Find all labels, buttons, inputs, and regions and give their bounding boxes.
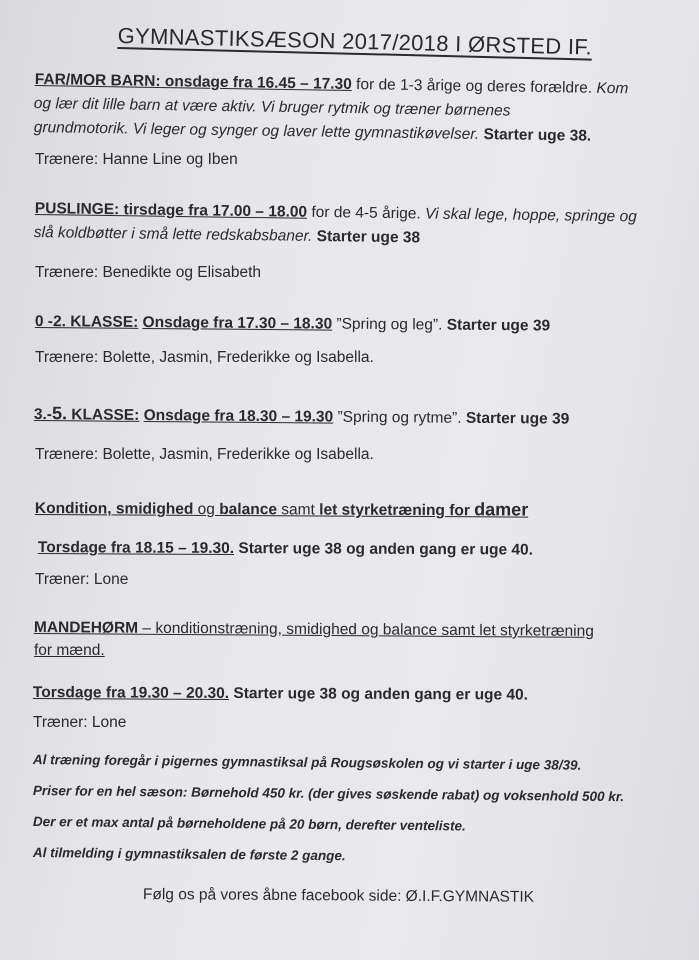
far-mor-text-italic: Kom [596,79,629,98]
far-mor-trainers: Trænere: Hanne Line og Iben [35,151,238,168]
puslinge-trainers: Trænere: Benedikte og Elisabeth [35,264,262,281]
klasse-3-5-trainers: Trænere: Bolette, Jasmin, Frederikke og Isabella. [35,446,374,463]
klasse-0-2-line [35,312,550,336]
far-mor-heading: FAR/MOR BARN: onsdage fra 16.45 – 17.30 [34,70,352,93]
mandehoerm-time-line [33,683,528,706]
puslinge-line-1 [35,199,637,227]
mandehoerm-heading-line-2: for mænd. [34,642,105,659]
mandehoerm-heading [34,618,594,642]
damer-heading-f: damer [474,499,529,520]
damer-heading-d: samt [276,501,320,519]
mandehoerm-time: Torsdage fra 19.30 – 20.30. [32,684,230,703]
info-line-1: Al træning foregår i pigernes gymnastiksal på Rougsøskolen og vi starter i uge 38/39. [32,751,582,773]
puslinge-line-2-text: slå koldbøtter i små lette redskabsbaner. [33,223,317,245]
damer-heading-c: balance [219,500,278,519]
info-line-4: Al tilmelding i gymnastiksalen de første 2 gange. [32,844,346,864]
klasse-0-2-start: Starter uge 39 [446,316,551,335]
damer-heading-b: og [193,500,220,518]
puslinge-text: for de 4-5 årige. [306,203,426,223]
klasse-3-5-line [34,403,570,430]
puslinge-heading: PUSLINGE: tirsdage fra 17.00 – 18.00 [34,199,308,221]
damer-heading-a: Kondition, smidighed [34,499,194,518]
facebook-footer: Følg os på vores åbne facebook side: Ø.I.F.GYMNASTIK [142,886,535,906]
damer-heading-e: let styrketræning for [319,501,475,520]
page-title: GYMNASTIKSÆSON 2017/2018 I ØRSTED IF. [117,22,593,60]
klasse-0-2-trainers: Trænere: Bolette, Jasmin, Frederikke og Isabella. [35,349,374,366]
klasse-0-2-desc: ”Spring og leg”. [332,315,447,334]
klasse-0-2-time: Onsdage fra 17.30 – 18.30 [142,313,333,333]
far-mor-line-2: og lær dit lille barn at være aktiv. Vi bruger rytmik og træner børnenes [33,94,511,120]
far-mor-line-3 [34,118,592,147]
far-mor-line-3-text: grundmotorik. Vi leger og synger og laver lette gymnastikøvelser. [33,118,484,144]
klasse-3-5-time: Onsdage fra 18.30 – 19.30 [143,406,334,426]
mandehoerm-heading-b: – konditionstræning, smidighed og balance samt let styrketræning [138,619,594,640]
damer-trainer: Træner: Lone [35,571,129,588]
klasse-3-5-label-c: KLASSE: [66,406,140,424]
damer-time-line [38,538,533,561]
damer-start: Starter uge 38 og anden gang er uge 40. [234,540,534,559]
mandehoerm-trainer: Træner: Lone [33,714,127,731]
klasse-0-2-label: 0 -2. KLASSE: [34,312,139,331]
damer-heading [35,497,528,522]
klasse-3-5-desc: ”Spring og rytme”. [333,408,466,427]
info-line-2: Priser for en hel sæson: Børnehold 450 kr. (der gives søskende rabat) og voksenhold 500 kr. [32,782,625,805]
klasse-3-5-start: Starter uge 39 [465,409,570,428]
damer-time: Torsdage fra 18.15 – 19.30. [37,539,235,558]
klasse-3-5-label-b: 5. [51,403,68,424]
klasse-3-5-label-a: 3.- [33,405,53,424]
far-mor-start: Starter uge 38. [483,126,592,145]
puslinge-start: Starter uge 38 [316,227,421,247]
far-mor-text: for de 1-3 årige og deres forældre. [351,75,597,97]
puslinge-line-2 [34,223,421,248]
mandehoerm-start: Starter uge 38 og anden gang er uge 40. [229,685,529,704]
mandehoerm-heading-a: MANDEHØRM [33,619,139,637]
puslinge-text-italic: Vi skal lege, hoppe, springe og [424,205,637,226]
info-line-3: Der er et max antal på børneholdene på 20 børn, derefter venteliste. [32,813,466,834]
